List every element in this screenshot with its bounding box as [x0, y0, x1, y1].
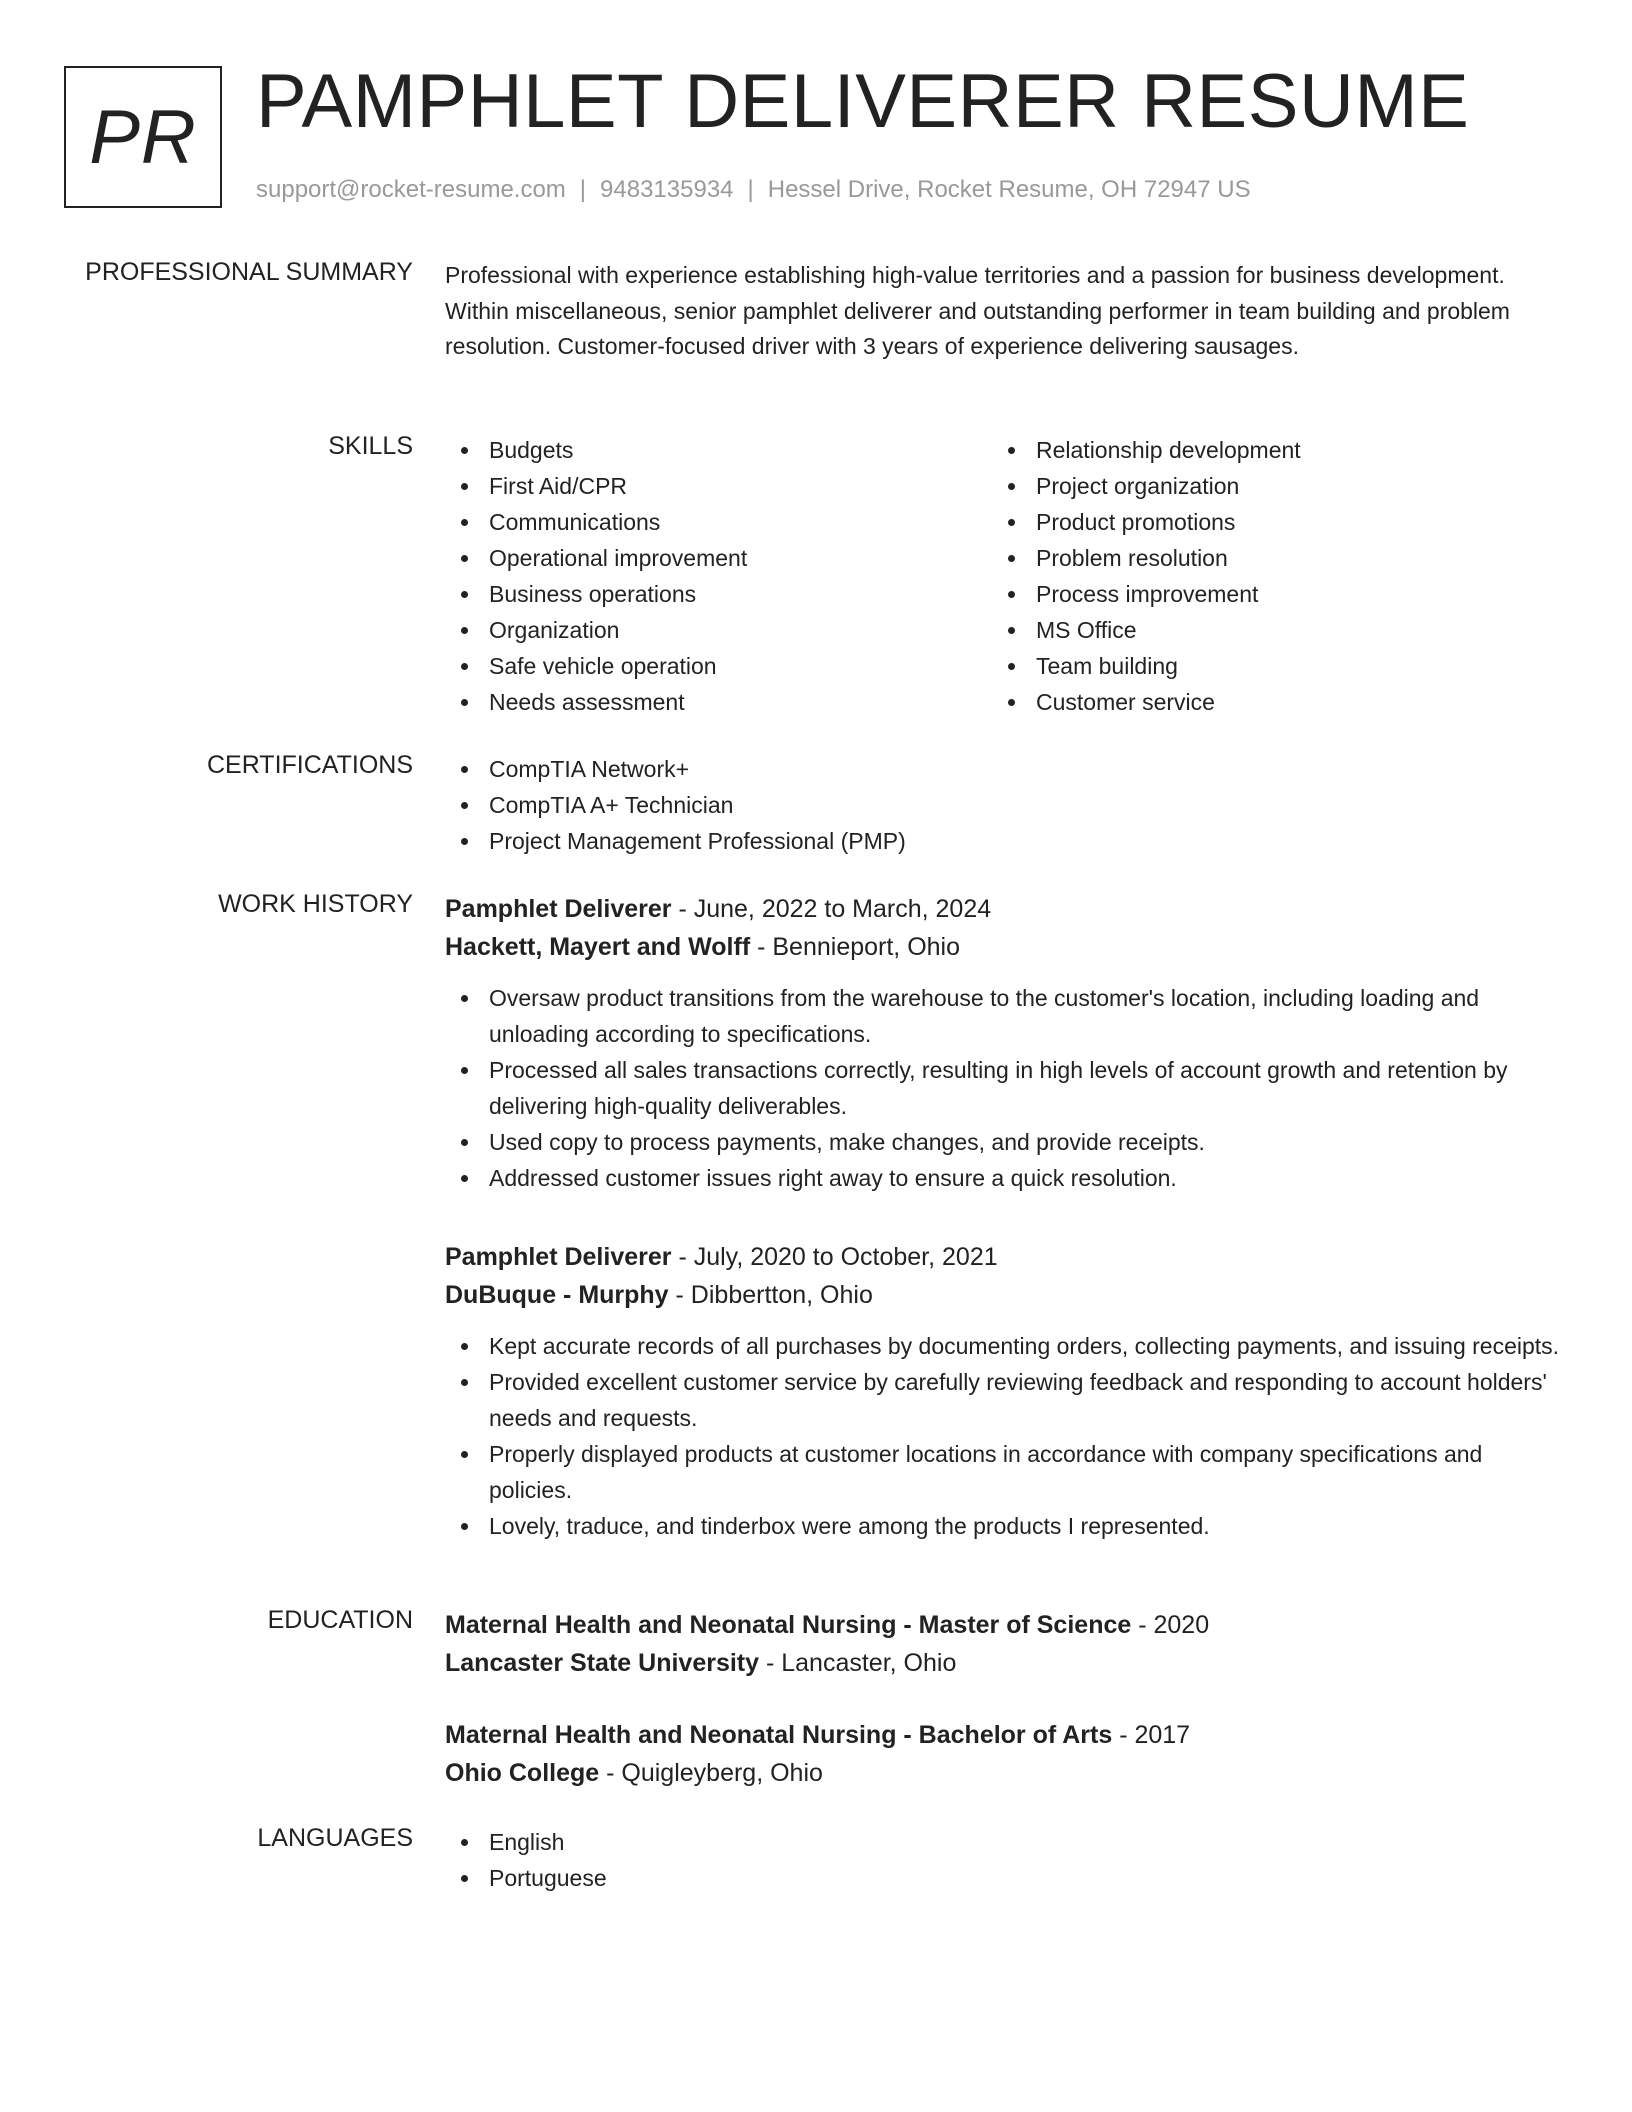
contact-address: Hessel Drive, Rocket Resume, OH 72947 US	[767, 176, 1251, 203]
edu-year: - 2020	[1131, 1611, 1210, 1639]
skill-item: Project organization	[992, 468, 1539, 504]
job-bullet: Addressed customer issues right away to ensure a quick resolution.	[445, 1160, 1560, 1196]
section-label-skills: SKILLS	[328, 432, 413, 460]
job-bullets	[445, 1328, 1560, 1544]
edu-year: - 2017	[1112, 1721, 1191, 1749]
edu-degree-line	[445, 1716, 1560, 1754]
contact-separator: |	[579, 176, 587, 203]
job-entry	[445, 890, 1560, 1196]
edu-school-line	[445, 1644, 1560, 1682]
job-entry	[445, 1238, 1560, 1544]
skill-item: Safe vehicle operation	[445, 648, 992, 684]
section-label-education: EDUCATION	[267, 1606, 413, 1634]
education-entry	[445, 1716, 1560, 1792]
edu-degree-line	[445, 1606, 1560, 1644]
skill-item: Business operations	[445, 576, 992, 612]
job-location: - Bennieport, Ohio	[750, 933, 960, 961]
edu-degree: Maternal Health and Neonatal Nursing - Master of Science	[445, 1611, 1132, 1639]
language-item: Portuguese	[445, 1860, 1560, 1896]
contact-phone: 9483135934	[600, 176, 734, 203]
languages-list	[445, 1824, 1560, 1896]
work-body	[445, 890, 1560, 1544]
job-bullet: Oversaw product transitions from the warehouse to the customer's location, including loading and unloading according to specifications.	[445, 980, 1560, 1052]
job-company-line	[445, 1276, 1560, 1314]
job-bullets	[445, 980, 1560, 1196]
skills-left-list	[445, 432, 992, 720]
skill-item: Product promotions	[992, 504, 1539, 540]
job-bullet: Kept accurate records of all purchases by documenting orders, collecting payments, and issuing receipts.	[445, 1328, 1560, 1364]
section-label-summary: PROFESSIONAL SUMMARY	[85, 258, 413, 286]
skill-item: Communications	[445, 504, 992, 540]
skills-right-list	[992, 432, 1539, 720]
edu-location: - Quigleyberg, Ohio	[599, 1759, 823, 1787]
skill-item: Organization	[445, 612, 992, 648]
contact-separator: |	[747, 176, 754, 203]
edu-school: Ohio College	[445, 1759, 600, 1787]
job-company-line	[445, 928, 1560, 966]
skill-item: Team building	[992, 648, 1539, 684]
job-company: DuBuque - Murphy	[445, 1281, 669, 1309]
skill-item: Needs assessment	[445, 684, 992, 720]
section-label-languages: LANGUAGES	[257, 1824, 413, 1852]
skill-item: Process improvement	[992, 576, 1539, 612]
languages-body	[445, 1824, 1560, 1896]
job-dates: - July, 2020 to October, 2021	[671, 1243, 998, 1271]
job-bullet: Used copy to process payments, make changes, and provide receipts.	[445, 1124, 1560, 1160]
education-body	[445, 1606, 1560, 1792]
certifications-list	[445, 751, 1560, 859]
certifications-body	[445, 751, 1560, 859]
edu-location: - Lancaster, Ohio	[759, 1649, 957, 1677]
skill-item: First Aid/CPR	[445, 468, 992, 504]
job-company: Hackett, Mayert and Wolff	[445, 933, 751, 961]
monogram-box	[64, 66, 222, 208]
job-bullet: Lovely, traduce, and tinderbox were among the products I represented.	[445, 1508, 1560, 1544]
resume-title: PAMPHLET DELIVERER RESUME	[256, 59, 1470, 144]
job-title-line	[445, 1238, 1560, 1276]
contact-email: support@rocket-resume.com	[256, 176, 566, 203]
contact-line	[256, 176, 1251, 204]
certification-item: Project Management Professional (PMP)	[445, 823, 1560, 859]
job-bullet: Provided excellent customer service by carefully reviewing feedback and responding to account holders' needs and requests.	[445, 1364, 1560, 1436]
certification-item: CompTIA Network+	[445, 751, 1560, 787]
section-label-work: WORK HISTORY	[218, 890, 413, 918]
skill-item: Customer service	[992, 684, 1539, 720]
edu-school: Lancaster State University	[445, 1649, 760, 1677]
education-entry	[445, 1606, 1560, 1682]
edu-degree: Maternal Health and Neonatal Nursing - Bachelor of Arts	[445, 1721, 1113, 1749]
job-title-line	[445, 890, 1560, 928]
skill-item: Problem resolution	[992, 540, 1539, 576]
skills-body	[445, 432, 1560, 720]
monogram-initials: PR	[89, 94, 197, 180]
job-bullet: Processed all sales transactions correctly, resulting in high levels of account growth and retention by delivering high-quality deliverables.	[445, 1052, 1560, 1124]
job-bullet: Properly displayed products at customer locations in accordance with company specifications and policies.	[445, 1436, 1560, 1508]
edu-school-line	[445, 1754, 1560, 1792]
certification-item: CompTIA A+ Technician	[445, 787, 1560, 823]
skill-item: Operational improvement	[445, 540, 992, 576]
job-location: - Dibbertton, Ohio	[668, 1281, 873, 1309]
job-title: Pamphlet Deliverer	[445, 895, 672, 923]
summary-text: Professional with experience establishing high-value territories and a passion for business development. Within miscellaneous, senior pamphlet deliverer and outstanding performer in team building and problem resolution. Customer-focused driver with 3 years of experience delivering sausages.	[445, 262, 1510, 359]
section-label-certifications: CERTIFICATIONS	[206, 751, 413, 779]
job-title: Pamphlet Deliverer	[445, 1243, 672, 1271]
language-item: English	[445, 1824, 1560, 1860]
skill-item: Budgets	[445, 432, 992, 468]
skill-item: MS Office	[992, 612, 1539, 648]
skill-item: Relationship development	[992, 432, 1539, 468]
job-dates: - June, 2022 to March, 2024	[671, 895, 992, 923]
